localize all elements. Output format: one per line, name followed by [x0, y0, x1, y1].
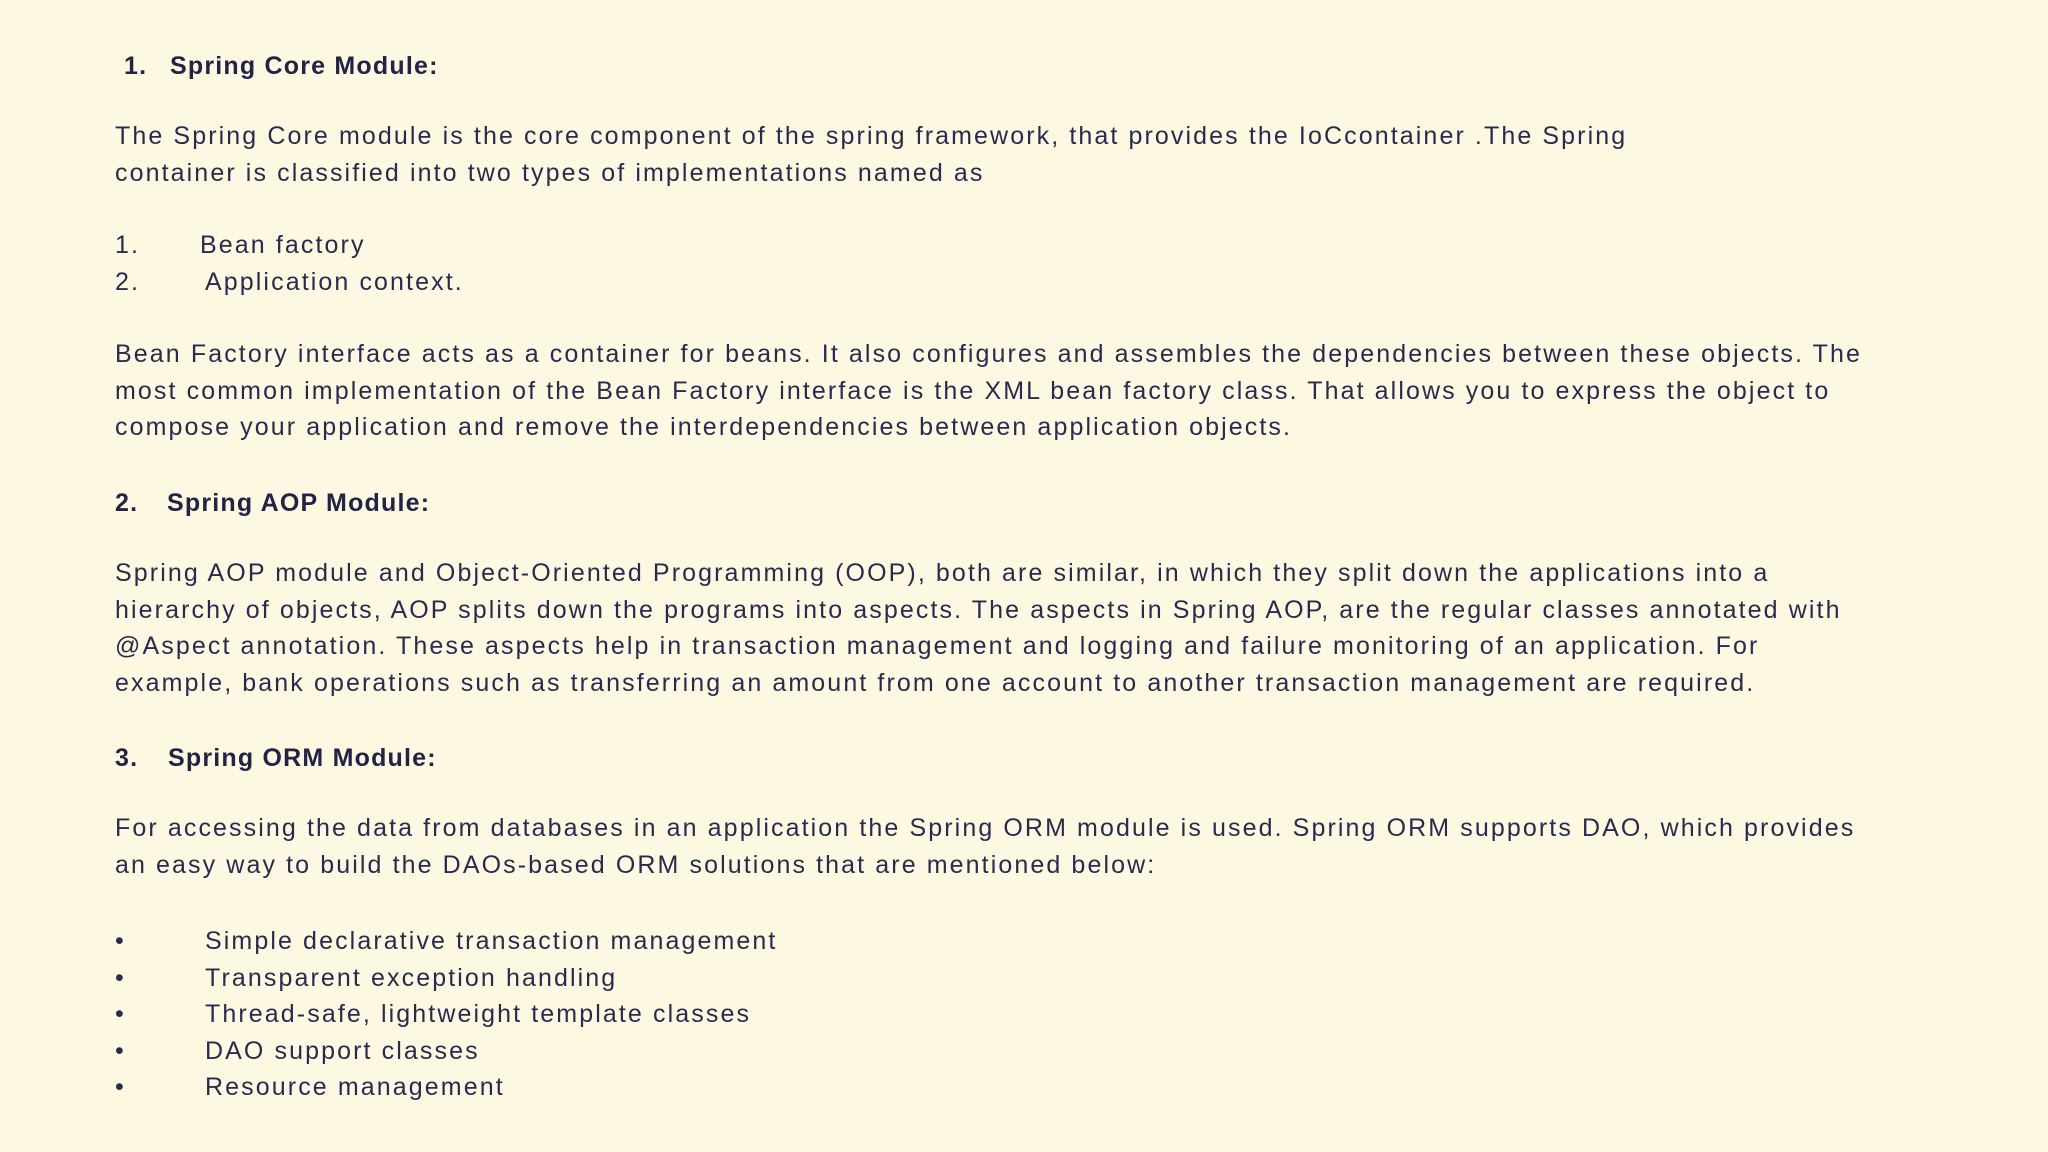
paragraph-line: compose your application and remove the interdependencies between application objects. — [115, 413, 1293, 441]
bullet-icon: • — [115, 927, 126, 955]
paragraph-line: Bean Factory interface acts as a container for beans. It also configures and assembles the dependencies between these objects. The — [115, 340, 1863, 368]
paragraph-line: example, bank operations such as transferring an amount from one account to another transaction management are required. — [115, 668, 1756, 697]
section-title: Spring AOP Module: — [167, 489, 431, 517]
bullet-icon: • — [115, 1000, 126, 1028]
list-item-text: Bean factory — [200, 231, 366, 259]
paragraph-line: container is classified into two types of implementations named as — [115, 158, 985, 187]
paragraph-line: For accessing the data from databases in an application the Spring ORM module is used. Spring ORM supports DAO, which provides — [115, 814, 1856, 842]
section-number: 1. — [124, 52, 148, 80]
section-number: 3. — [115, 744, 139, 772]
paragraph-line: Spring AOP module and Object-Oriented Programming (OOP), both are similar, in which they split down the applications into a — [115, 559, 1770, 587]
section-heading-core — [124, 52, 439, 81]
section-heading-aop — [115, 489, 430, 518]
paragraph-bean-factory — [115, 336, 1862, 446]
bullet-icon: • — [115, 1036, 126, 1065]
section-title: Spring Core Module: — [170, 52, 439, 80]
list-item-text: Resource management — [205, 1073, 505, 1101]
paragraph-line: @Aspect annotation. These aspects help in transaction management and logging and failure monitoring of an application. For — [115, 632, 1760, 660]
paragraph-aop — [115, 555, 1842, 701]
section-title: Spring ORM Module: — [168, 744, 437, 772]
paragraph-line: The Spring Core module is the core component of the spring framework, that provides the IoCcontainer .The Spring — [115, 122, 1628, 150]
list-marker: 1. — [115, 231, 141, 259]
bullet-icon: • — [115, 1073, 126, 1101]
section-number: 2. — [115, 489, 139, 517]
list-item-text: Simple declarative transaction management — [205, 927, 778, 955]
bullet-icon: • — [115, 963, 126, 992]
paragraph-orm — [115, 810, 1855, 883]
list-item-text: Application context. — [205, 267, 464, 296]
paragraph-line: an easy way to build the DAOs-based ORM solutions that are mentioned below: — [115, 850, 1157, 879]
section-heading-orm — [115, 744, 437, 773]
list-item-text: DAO support classes — [205, 1036, 480, 1065]
list-item-text: Transparent exception handling — [205, 963, 618, 992]
list-item-text: Thread-safe, lightweight template classes — [205, 1000, 752, 1028]
paragraph-line: most common implementation of the Bean Factory interface is the XML bean factory class. That allows you to express the object to — [115, 376, 1831, 405]
list-marker: 2. — [115, 267, 141, 296]
paragraph-core-intro — [115, 118, 1627, 191]
paragraph-line: hierarchy of objects, AOP splits down the programs into aspects. The aspects in Spring AOP, are the regular classes annotated with — [115, 595, 1842, 624]
